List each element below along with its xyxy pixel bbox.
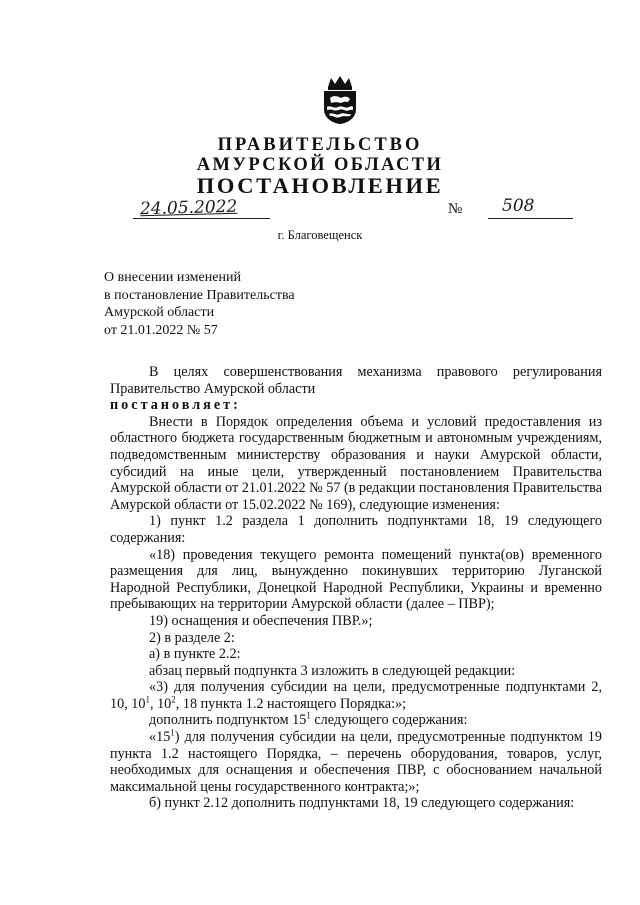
document-type: ПОСТАНОВЛЕНИЕ [196,173,444,198]
document-subject [104,269,295,339]
superscript: 1 [145,694,150,705]
paragraph: 19) оснащения и обеспечения ПВР.»; [149,612,373,629]
subject-line: в постановление Правительства [104,287,295,303]
superscript: 1 [170,727,175,738]
subject-line: О внесении изменений [104,270,241,285]
paragraph-text: , 10 [149,695,172,712]
superscript: 2 [171,694,176,705]
document-body [110,364,602,812]
paragraph: Внести в Порядок определения объема и условий предоставления из областного бюджета государственным бюджетным и автономным учреждениям, подведомственным министерству образования и науки Амурской области, субсидий на иные цели, утвержденный постановлением Правительства Амурской области от 21.01.2022 № 57 (в редакции постановления Правительства Амурской области от 15.02.2022 № 169), следующие изменения: [110,413,602,513]
paragraph-text: «15 [149,729,171,746]
paragraph-text: ) для получения субсидии на цели, предусмотренные подпунктом 19 пункта 1.2 настоящего Порядка, – перечень оборудования, товаров, услуг, необходимых для оснащения и обеспечения ПВР, с обоснованием начальной максимальной цены государственного контракта;»; [110,729,602,795]
paragraph: а) в пункте 2.2: [149,646,241,663]
paragraph: 1) пункт 1.2 раздела 1 дополнить подпунктами 18, 19 следующего содержания: [110,513,602,546]
document-number [448,198,573,222]
date-handwritten: 24.05.2022 [139,196,238,220]
paragraph: б) пункт 2.12 дополнить подпунктами 18, 19 следующего содержания: [149,795,575,812]
number-handwritten: 508 [502,196,535,216]
government-title: ПРАВИТЕЛЬСТВО [217,135,423,155]
date-underline [133,218,270,219]
paragraph [110,712,602,729]
subject-line: от 21.01.2022 № 57 [104,322,218,338]
paragraph: 2) в разделе 2: [149,629,235,646]
paragraph [110,679,602,712]
number-underline [488,218,573,219]
city-name: г. Благовещенск [277,228,363,242]
superscript: 1 [306,710,311,721]
postanovlyaet: постановляет: [110,397,241,414]
paragraph-text: дополнить подпунктом 15 [149,712,307,729]
preamble: В целях совершенствования механизма правового регулирования Правительство Амурской области [110,364,602,397]
paragraph: «18) проведения текущего ремонта помещений пункта(ов) временного размещения для лиц, вынужденно покинувших территорию Луганской Народной Республики, Донецкой Народной Республики, Украины и временно пребывающих на территории Амурской области (далее – ПВР); [110,546,602,613]
number-sign: № [448,201,463,217]
paragraph-text: «3) для получения субсидии на цели, предусмотренные подпунктами 2, 10, 10 [110,679,602,712]
paragraph-text: следующего содержания: [310,712,468,729]
subject-line: Амурской области [104,305,215,320]
paragraph-text: , 18 пункта 1.2 настоящего Порядка:»; [175,695,407,712]
document-date [118,198,270,222]
paragraph [110,729,602,795]
paragraph: абзац первый подпункта 3 изложить в следующей редакции: [149,662,516,679]
region-title: АМУРСКОЙ ОБЛАСТИ [196,155,444,175]
amur-region-coat-of-arms-icon [319,75,361,125]
